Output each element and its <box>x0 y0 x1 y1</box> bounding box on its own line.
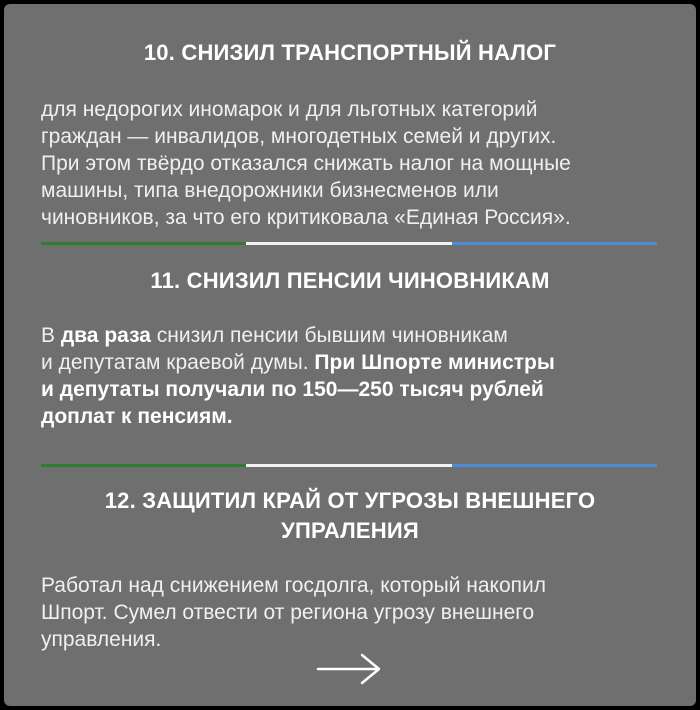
bold-text: два раза <box>60 324 151 347</box>
content-card <box>4 4 696 706</box>
section-11-text <box>41 322 671 430</box>
divider-green <box>41 242 246 245</box>
text-line: машины, типа внедорожники бизнесменов или <box>41 179 499 202</box>
text-line: управления. <box>41 628 162 651</box>
section-12-text <box>41 572 671 653</box>
heading-line: 12. ЗАЩИТИЛ КРАЙ ОТ УГРОЗЫ ВНЕШНЕГО <box>104 488 596 513</box>
text-line: граждан — инвалидов, многодетных семей и других. <box>41 125 557 148</box>
text-line: При этом твёрдо отказался снижать налог на мощные <box>41 152 571 175</box>
section-10-heading: 10. СНИЗИЛ ТРАНСПОРТНЫЙ НАЛОГ <box>143 40 557 65</box>
heading-line: УПРАЛЕНИЯ <box>281 518 419 543</box>
section-10-text <box>41 96 671 231</box>
divider-white <box>246 464 451 467</box>
divider-blue <box>452 464 657 467</box>
text-line: Шпорт. Сумел отвести от региона угрозу внешнего <box>41 601 535 624</box>
bold-text: При Шпорте министры <box>314 351 555 374</box>
text-line: Работал над снижением госдолга, который накопил <box>41 574 547 597</box>
tricolor-divider <box>41 464 657 467</box>
divider-green <box>41 464 246 467</box>
text-line <box>41 403 671 430</box>
bold-text: и депутаты получали по 150—250 тысяч рублей <box>41 378 544 401</box>
text-line: для недорогих иномарок и для льготных категорий <box>41 98 538 121</box>
divider-white <box>246 242 451 245</box>
arrow-right-icon[interactable] <box>316 652 384 686</box>
bold-text: доплат к пенсиям. <box>41 405 233 428</box>
text-line: В два раза снизил пенсии бывшим чиновникам <box>41 324 508 347</box>
text-line <box>41 376 671 403</box>
tricolor-divider <box>41 242 657 245</box>
section-12-heading <box>34 486 666 546</box>
text-line: и депутатам краевой думы. При Шпорте министры <box>41 351 555 374</box>
divider-blue <box>452 242 657 245</box>
section-11-heading: 11. СНИЗИЛ ПЕНСИИ ЧИНОВНИКАМ <box>150 268 550 293</box>
text-line: чиновников, за что его критиковала «Единая Россия». <box>41 206 571 229</box>
